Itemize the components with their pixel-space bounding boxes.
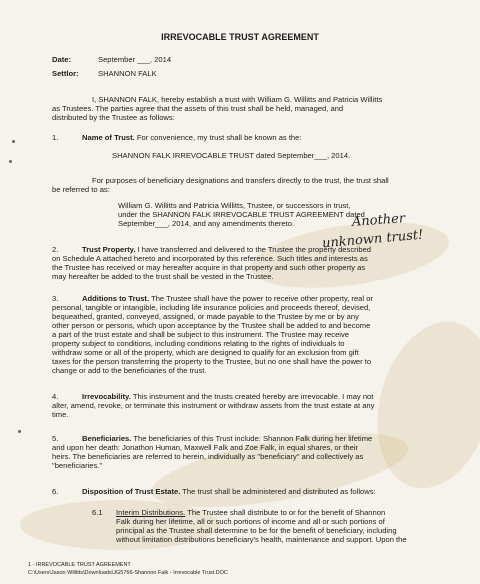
para-line: property subject to conditions, including conditions relating to the rights of individuals to	[52, 339, 345, 348]
handwritten-note: Another	[351, 211, 406, 230]
settlor-label: Settlor:	[52, 69, 79, 78]
intro-line: as Trustees. The parties agree that the assets of this trust shall be held, managed, and	[52, 104, 344, 113]
section-heading: Name of Trust.	[82, 133, 135, 142]
document-title: IRREVOCABLE TRUST AGREEMENT	[161, 32, 319, 42]
para-line: "beneficiaries."	[52, 461, 103, 470]
date-label: Date:	[52, 55, 71, 64]
subsection-heading: Interim Distributions.	[116, 508, 186, 517]
subsection-number: 6.1	[92, 508, 103, 517]
speck	[12, 140, 15, 143]
para-line: alter, amend, revoke, or terminate this instrument or withdraw assets from the trust estate at any	[52, 401, 375, 410]
speck	[18, 430, 21, 433]
para-line: Falk during her lifetime, all or such portions of income and all or such portions of	[116, 517, 385, 526]
para-line: bequeathed, granted, conveyed, assigned, or made payable to the Trustee by me or by any	[52, 312, 359, 321]
section-heading: Additions to Trust.	[82, 294, 150, 303]
section-heading: Irrevocability.	[82, 392, 131, 401]
section-heading: Beneficiaries.	[82, 434, 132, 443]
section-number: 2.	[52, 245, 59, 254]
para-line: For purposes of beneficiary designations and transfers directly to the trust, the trust shall	[92, 176, 389, 185]
date-value: September ___, 2014	[98, 55, 172, 64]
para-line: personal, tangible or intangible, including life insurance policies and proceeds thereof, devised,	[52, 303, 371, 312]
para-line: without limitation distributions beneficiary's health, maintenance and support. Upon the	[116, 535, 407, 544]
speck	[9, 160, 12, 163]
reference-line: William G. Willitts and Patricia Willitts, Trustee, or successors in trust,	[118, 201, 351, 210]
section-number: 1.	[52, 133, 59, 142]
section-number: 6.	[52, 487, 59, 496]
intro-line: distributed by the Trustee as follows:	[52, 113, 175, 122]
handwritten-note: unknown trust!	[321, 227, 424, 252]
footer-file-path: C:\Users\Jason Willitts\Downloads\JG5766-Shannon Falk - Irrevocable Trust.DOC	[28, 570, 228, 576]
para-line: the Trustee has received or may hereafter acquire in that property and such other property as	[52, 263, 366, 272]
para-line: may hereafter be added to the trust shall be vested in the Trustee.	[52, 272, 274, 281]
para-line: time.	[52, 410, 69, 419]
section-number: 4.	[52, 392, 59, 401]
para-line: heirs. The beneficiaries are referred to herein, individually as "beneficiary" and collectively as	[52, 452, 364, 461]
reference-line: under the SHANNON FALK IRREVOCABLE TRUST AGREEMENT dated	[118, 210, 365, 219]
reference-line: September___, 2014, and any amendments thereto.	[118, 219, 295, 228]
intro-line: I, SHANNON FALK, hereby establish a trust with William G. Willitts and Patricia Willitts	[92, 95, 383, 104]
section-text: This instrument and the trusts created hereby are irrevocable. I may not	[132, 392, 374, 401]
section-text: The Trustee shall have the power to receive other property, real or	[151, 294, 373, 303]
section-text: The trust shall be administered and distributed as follows:	[182, 487, 376, 496]
subsection-text: The Trustee shall distribute to or for the benefit of Shannon	[187, 508, 386, 517]
para-line: be referred to as:	[52, 185, 110, 194]
para-line: on Schedule A attached hereto and incorporated by this reference. Such titles and interests as	[52, 254, 368, 263]
section-text: I have transferred and delivered to the Trustee the property described	[137, 245, 372, 254]
para-line: taxes for the person transferring the property to the Trustee, but no one shall have the power to	[52, 357, 372, 366]
section-text: The beneficiaries of this Trust include: Shannon Falk during her lifetime	[133, 434, 373, 443]
section-number: 3.	[52, 294, 59, 303]
para-line: and upon her death: Jonathon Human, Maxwell Falk and Zoe Falk, in equal shares, or their	[52, 443, 359, 452]
section-heading: Disposition of Trust Estate.	[82, 487, 181, 496]
para-line: a part of the trust estate and shall be subject to this instrument. The Trustee may receive	[52, 330, 350, 339]
para-line: change or add to the beneficiaries of the trust.	[52, 366, 207, 375]
trust-name-line: SHANNON FALK IRREVOCABLE TRUST dated September___, 2014.	[112, 151, 351, 160]
section-number: 5.	[52, 434, 59, 443]
settlor-value: SHANNON FALK	[98, 69, 157, 78]
section-heading: Trust Property.	[82, 245, 136, 254]
para-line: principal as the Trustee shall determine to be for the benefit of beneficiary, including	[116, 526, 397, 535]
para-line: other person or persons, which upon acceptance by the Trustee shall be added to and become	[52, 321, 371, 330]
footer-page-label: 1 - IRREVOCABLE TRUST AGREEMENT	[28, 562, 131, 568]
para-line: withdraw some or all of the property, which are designed to qualify for an exclusion from gift	[52, 348, 359, 357]
section-text: For convenience, my trust shall be known as the:	[136, 133, 302, 142]
